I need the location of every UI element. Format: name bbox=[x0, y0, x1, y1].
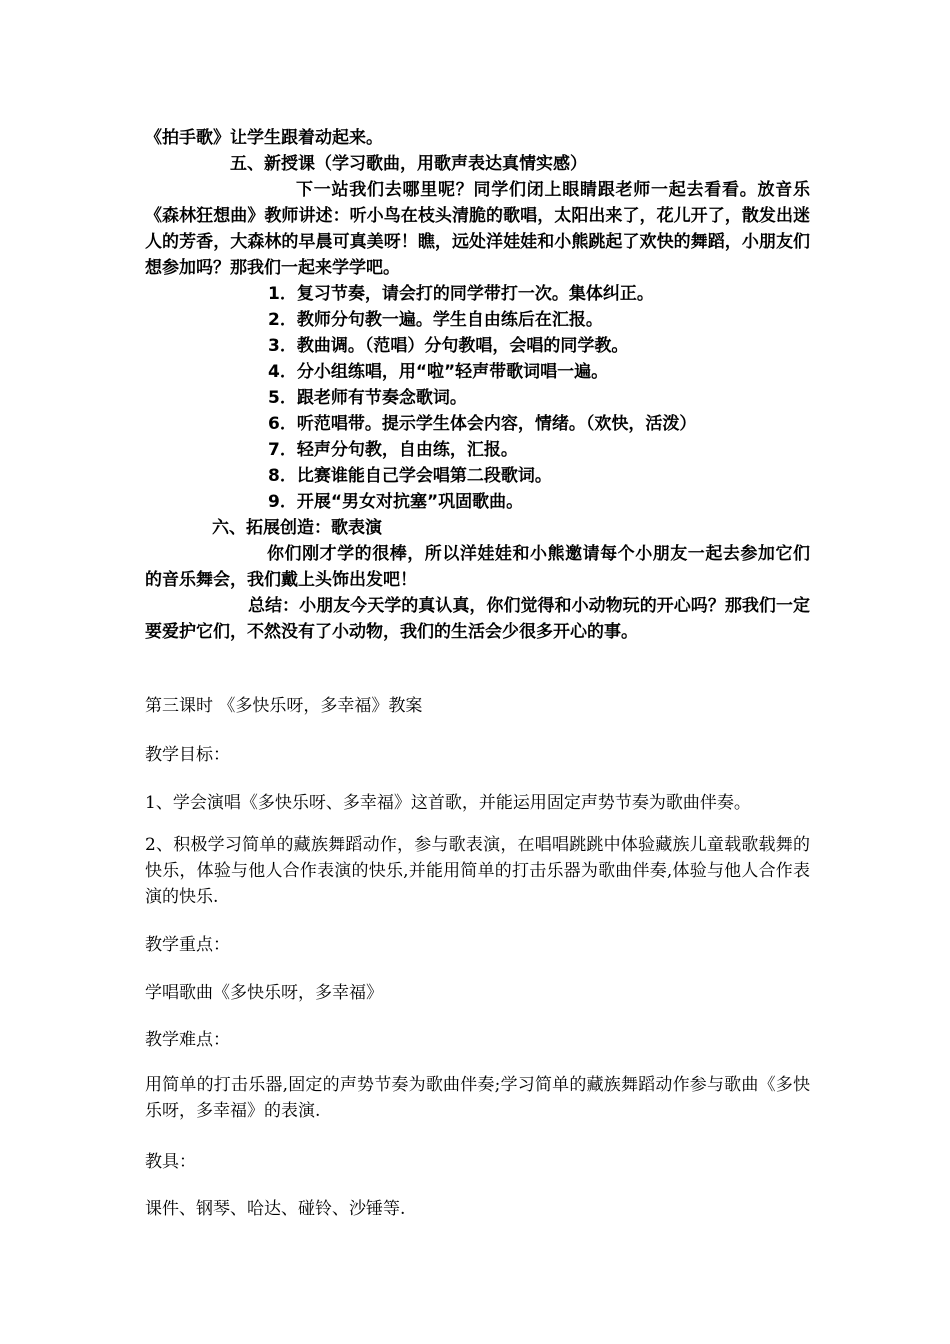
step-2: 2．教师分句教一遍。学生自由练后在汇报。 bbox=[268, 310, 603, 330]
step-1: 1．复习节奏，请会打的同学带打一次。集体纠正。 bbox=[268, 284, 654, 304]
step-9: 9．开展“男女对抗塞”巩固歌曲。 bbox=[268, 492, 524, 512]
goal-2: 2、积极学习简单的藏族舞蹈动作，参与歌表演，在唱唱跳跳中体验藏族儿童载歌载舞的快乐，体验与他人合作表演的快乐,并能用简单的打击乐器为歌曲伴奏,体验与他人合作表演的快乐. bbox=[145, 835, 810, 907]
goals-label: 教学目标： bbox=[145, 745, 230, 765]
step-3: 3．教曲调。（范唱）分句教唱，会唱的同学教。 bbox=[268, 336, 629, 356]
performance-paragraph: 你们刚才学的很棒，所以洋娃娃和小熊邀请每个小朋友一起去参加它们的音乐舞会，我们戴上头饰出发吧！ bbox=[145, 544, 810, 590]
step-4: 4．分小组练唱，用“啦”轻声带歌词唱一遍。 bbox=[268, 362, 609, 382]
key-label: 教学重点： bbox=[145, 935, 230, 955]
clap-song-line: 《拍手歌》让学生跟着动起来。 bbox=[145, 128, 383, 148]
lesson-title: 第三课时 《多快乐呀，多幸福》教案 bbox=[145, 696, 423, 716]
key-text: 学唱歌曲《多快乐呀，多幸福》 bbox=[145, 983, 383, 1003]
heading-extension: 六、拓展创造：歌表演 bbox=[212, 518, 382, 538]
step-7: 7．轻声分句教，自由练，汇报。 bbox=[268, 440, 518, 460]
step-6: 6．听范唱带。提示学生体会内容，情绪。（欢快，活泼） bbox=[268, 414, 697, 434]
intro-paragraph: 下一站我们去哪里呢？同学们闭上眼睛跟老师一起去看看。放音乐《森林狂想曲》教师讲述：听小鸟在枝头清脆的歌唱，太阳出来了，花儿开了，散发出迷人的芳香，大森林的早晨可真美呀！瞧，远处洋娃娃和小熊跳起了欢快的舞蹈，小朋友们想参加吗？那我们一起来学学吧。 bbox=[145, 180, 810, 278]
tools-text: 课件、钢琴、哈达、碰铃、沙锤等. bbox=[145, 1199, 406, 1219]
step-8: 8．比赛谁能自己学会唱第二段歌词。 bbox=[268, 466, 552, 486]
tools-label: 教具： bbox=[145, 1152, 196, 1172]
difficulty-text: 用简单的打击乐器,固定的声势节奏为歌曲伴奏;学习简单的藏族舞蹈动作参与歌曲《多快乐呀，多幸福》的表演. bbox=[145, 1075, 810, 1121]
heading-new-lesson: 五、新授课（学习歌曲，用歌声表达真情实感） bbox=[230, 154, 587, 174]
goal-1: 1、学会演唱《多快乐呀、多幸福》这首歌，并能运用固定声势节奏为歌曲伴奏。 bbox=[145, 793, 751, 813]
summary-paragraph: 总结：小朋友今天学的真认真，你们觉得和小动物玩的开心吗？那我们一定要爱护它们，不然没有了小动物，我们的生活会少很多开心的事。 bbox=[145, 596, 810, 642]
step-5: 5．跟老师有节奏念歌词。 bbox=[268, 388, 467, 408]
difficulty-label: 教学难点： bbox=[145, 1030, 230, 1050]
